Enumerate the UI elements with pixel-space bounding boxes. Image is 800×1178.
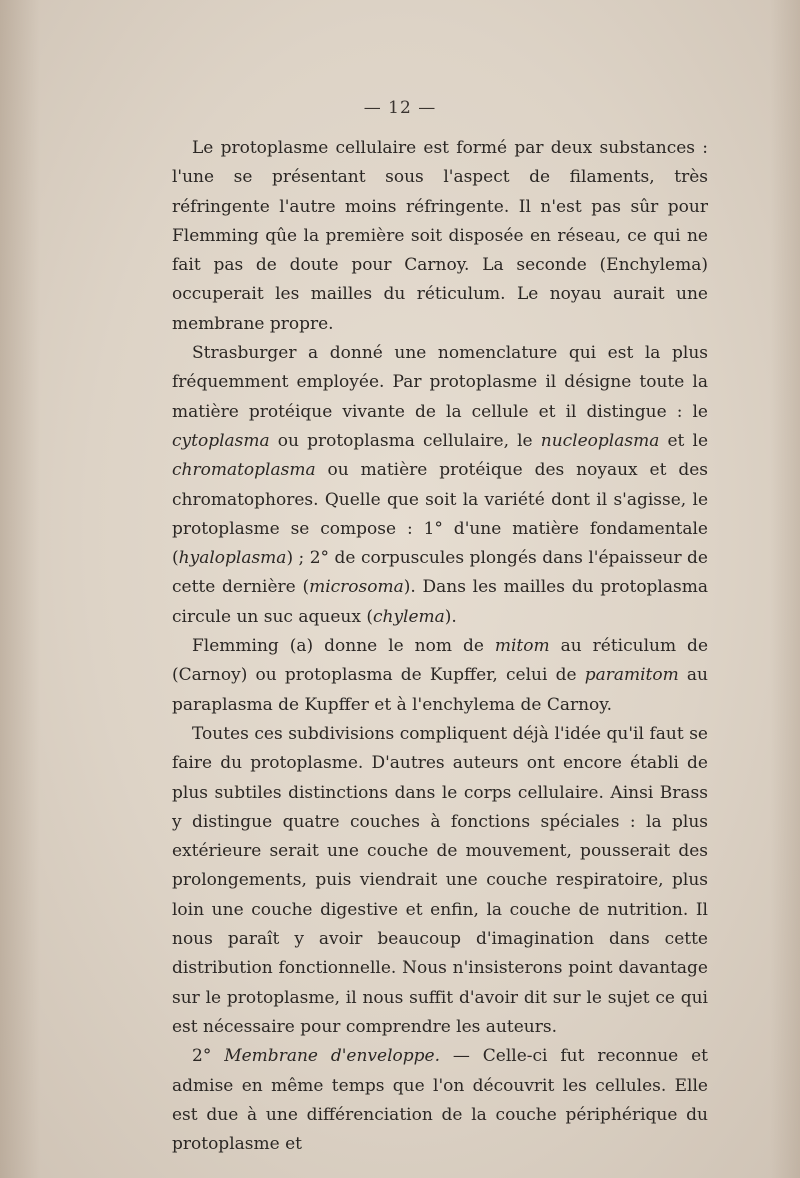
text-run: ou protoplasma cellulaire, le — [269, 430, 541, 451]
text-run: au réticulum de (Carnoy) ou protoplasma de Kupffer, celui de — [172, 636, 709, 686]
text-run: ). — [444, 606, 457, 627]
text-run: — Celle-ci fut reconnue et admise en même temps que l'on découvrit les cellules. Elle est due à une différenciation de la couche périphérique du protoplasme et — [172, 1046, 708, 1155]
body-text — [172, 134, 708, 1159]
paragraph — [172, 720, 708, 1042]
text-run: au paraplasma de Kupffer et à l'enchylema de Carnoy. — [172, 665, 708, 715]
italic-term: chromatoplasma — [172, 460, 316, 481]
text-run: ou matière protéique des noyaux et des chromatophores. Quelle que soit la variété dont il s'agisse, le protoplasme se compose : 1° d'une matière fondamentale ( — [172, 460, 708, 569]
text-run: Flemming (a) donne le nom de — [192, 636, 495, 657]
italic-term: cytoplasma — [172, 430, 270, 451]
text-run: Toutes ces subdivisions compliquent déjà l'idée qu'il faut se faire du protoplasme. D'autres auteurs ont encore établi de plus subtiles distinctions dans le corps cellulaire. Ainsi Brass y distingue quatre couches à fonctions spéciales : la plus extérieure serait une couche de mouvement, pousserait des prolongements, puis viendrait une couche respiratoire, plus loin une couche digestive et enfin, la couche de nutrition. Il nous paraît y avoir beaucoup d'imagination dans cette distribution fonctionnelle. Nous n'insisterons point davantage sur le protoplasme, il nous suffit d'avoir dit sur le sujet ce qui est nécessaire pour comprendre les auteurs. — [172, 723, 708, 1037]
page-shadow-left — [0, 0, 40, 1178]
paragraph — [172, 339, 708, 632]
italic-term: nucleoplasma — [540, 430, 660, 451]
italic-term: hyaloplasma — [178, 548, 287, 569]
page-number: — 12 — — [363, 98, 437, 118]
text-run: Strasburger a donné une nomenclature qui est la plus fréquemment employée. Par protoplasme il désigne toute la matière protéique vivante de la cellule et il distingue : le — [172, 343, 708, 422]
text-run: et le — [659, 430, 709, 451]
text-run: ). Dans les mailles du protoplasma circule un suc aqueux ( — [172, 577, 708, 627]
italic-term: mitom — [494, 636, 550, 657]
paragraph — [172, 632, 708, 720]
paragraph — [172, 134, 708, 339]
italic-term: chylema — [372, 606, 445, 627]
text-run: Le protoplasme cellulaire est formé par deux substances : l'une se présentant sous l'aspect de filaments, très réfringente l'autre moins réfringente. Il n'est pas sûr pour Flemming qûe la première soit disposée en réseau, ce qui ne fait pas de doute pour Carnoy. La seconde (Enchylema) occuperait les mailles du réticulum. Le noyau aurait une membrane propre. — [172, 138, 708, 334]
text-run: ) ; 2° de corpuscules plongés dans l'épaisseur de cette dernière ( — [172, 548, 708, 598]
text-run: 2° — [192, 1046, 225, 1067]
italic-term: paramitom — [584, 665, 679, 686]
italic-term: Membrane d'enveloppe. — [224, 1046, 440, 1067]
italic-term: microsoma — [309, 577, 404, 598]
paragraph — [172, 1042, 708, 1159]
page-shadow-right — [770, 0, 800, 1178]
